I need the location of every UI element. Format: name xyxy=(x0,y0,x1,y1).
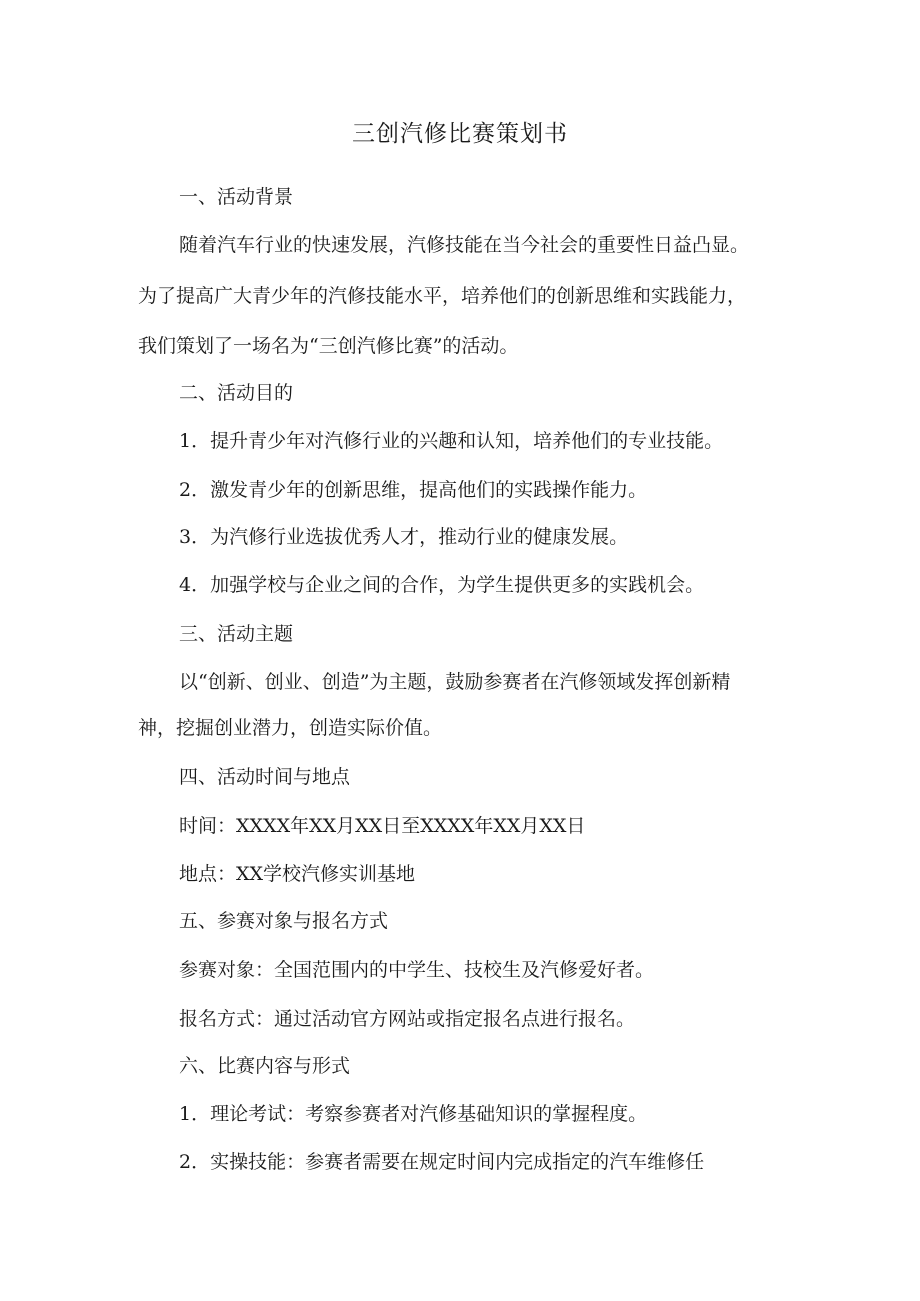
list-item: 报名方式：通过活动官方网站或指定报名点进行报名。 xyxy=(179,1008,636,1030)
paragraph-line: 随着汽车行业的快速发展，汽修技能在当今社会的重要性日益凸显。 xyxy=(179,234,750,256)
section-heading-theme: 三、活动主题 xyxy=(179,623,294,645)
section-heading-content: 六、比赛内容与形式 xyxy=(179,1055,351,1077)
list-item: 参赛对象：全国范围内的中学生、技校生及汽修爱好者。 xyxy=(179,959,655,981)
section-heading-purpose: 二、活动目的 xyxy=(179,382,294,404)
list-item: 1．理论考试：考察参赛者对汽修基础知识的掌握程度。 xyxy=(179,1103,648,1125)
section-heading-background: 一、活动背景 xyxy=(179,186,294,208)
document-title: 三创汽修比赛策划书 xyxy=(352,121,568,147)
list-item: 时间：XXXX年XX月XX日至XXXX年XX月XX日 xyxy=(179,815,586,837)
paragraph-line: 我们策划了一场名为“三创汽修比赛”的活动。 xyxy=(138,335,519,357)
list-item: 地点：XX学校汽修实训基地 xyxy=(179,863,416,885)
paragraph-line: 神，挖掘创业潜力，创造实际价值。 xyxy=(138,717,443,739)
section-heading-participants: 五、参赛对象与报名方式 xyxy=(179,910,389,932)
paragraph-line: 为了提高广大青少年的汽修技能水平，培养他们的创新思维和实践能力， xyxy=(138,285,747,307)
list-item: 2．激发青少年的创新思维，提高他们的实践操作能力。 xyxy=(179,479,648,501)
section-heading-time-place: 四、活动时间与地点 xyxy=(179,766,351,788)
paragraph-line: 以“创新、创业、创造”为主题，鼓励参赛者在汽修领域发挥创新精 xyxy=(179,671,731,693)
list-item: 1．提升青少年对汽修行业的兴趣和认知，培养他们的专业技能。 xyxy=(179,430,724,452)
list-item: 2．实操技能：参赛者需要在规定时间内完成指定的汽车维修任 xyxy=(179,1151,705,1173)
list-item: 4．加强学校与企业之间的合作，为学生提供更多的实践机会。 xyxy=(179,574,705,596)
list-item: 3．为汽修行业选拔优秀人才，推动行业的健康发展。 xyxy=(179,526,629,548)
